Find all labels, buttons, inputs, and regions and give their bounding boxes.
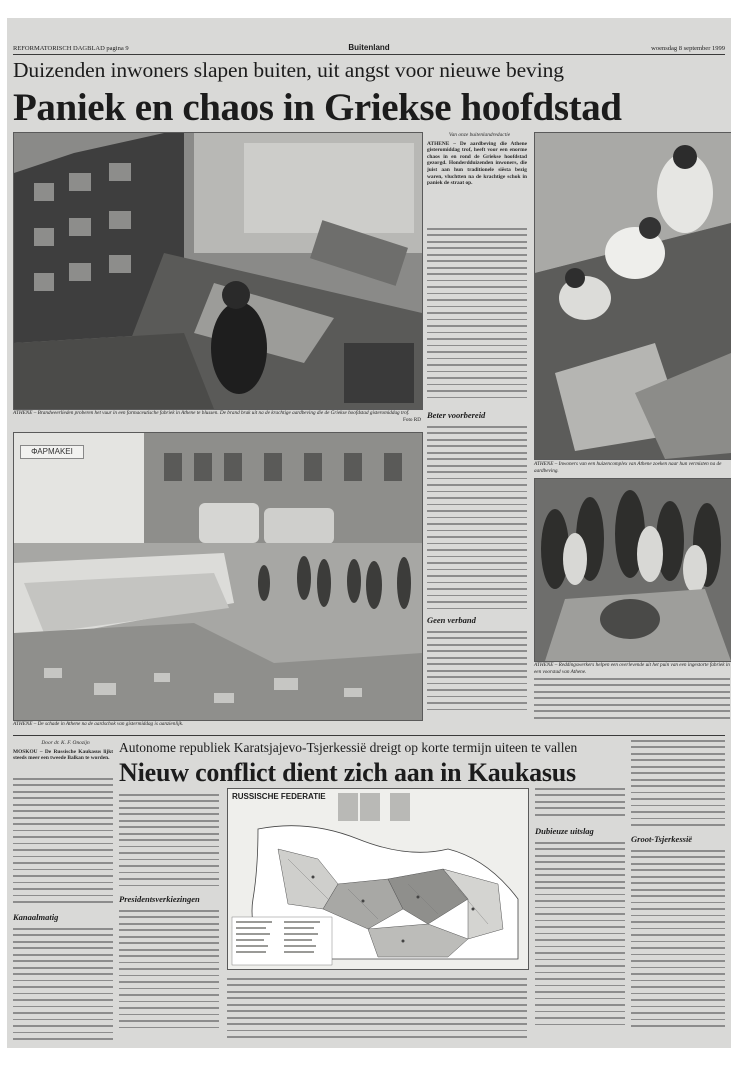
subhead-presidentsverkiezingen: Presidentsverkiezingen — [119, 894, 200, 904]
caucasus-map — [227, 788, 529, 970]
bottom-column-2-text — [119, 794, 219, 891]
map-title: RUSSISCHE FEDERATIE — [232, 792, 326, 801]
issue-date: woensdag 8 september 1999 — [651, 45, 725, 52]
top-column-text-block-2 — [427, 426, 527, 614]
bottom-byline: Door dr. K. F. Onozijn — [41, 740, 90, 746]
top-column-text-block-3 — [427, 631, 527, 715]
bottom-column-5-text — [631, 740, 725, 831]
pharmacy-sign: ΦΑΡΜΑΚΕΙ — [20, 445, 84, 459]
subhead-groot-tsjerkessie: Groot-Tsjerkessië — [631, 834, 693, 844]
caption-photo-1-text: ATHENE – Brandweerlieden proberen het vuur in een farmaceutische fabriek in Athene te blussen. De brand brak uit na de krachtige aardbeving die de Griekse hoofdstad gisteromiddag trof. — [13, 410, 410, 416]
photo-street-damage — [13, 432, 423, 721]
photo-rescue-workers — [534, 478, 731, 662]
top-kicker: Duizenden inwoners slapen buiten, uit angst voor nieuwe beving — [13, 58, 564, 82]
subhead-dubieuze-uitslag: Dubieuze uitslag — [535, 826, 594, 836]
top-bottom-text-block — [534, 678, 730, 723]
top-headline: Paniek en chaos in Griekse hoofdstad — [13, 86, 622, 129]
photo-residents-searching-image — [535, 133, 731, 459]
section-label: Buitenland — [348, 43, 390, 52]
map-underneath-text — [227, 978, 527, 1043]
photo-collapsed-building-image — [14, 133, 422, 409]
caption-photo-4: ATHENE – Reddingswerkers helpen een overlevende uit het puin van een ingestorte fabriek in een voorstad van Athene. — [534, 662, 730, 675]
bottom-column-1-text — [13, 778, 113, 908]
subhead-beter-voorbereid: Beter voorbereid — [427, 410, 486, 420]
photo-rescue-workers-image — [535, 479, 731, 661]
photo-residents-searching — [534, 132, 731, 460]
photo-credit: Foto RD — [402, 416, 421, 423]
top-column-text-block-1 — [427, 228, 527, 403]
bottom-column-2-text-2 — [119, 910, 219, 1033]
caption-photo-3: ATHENE – Inwoners van een huizencomplex van Athene zoeken naar hun vermisten na de aardbeving. — [534, 461, 722, 474]
newspaper-page — [7, 18, 731, 1048]
paper-page-label: REFORMATORISCH DAGBLAD pagina 9 — [13, 45, 129, 52]
bottom-headline: Nieuw conflict dient zich aan in Kaukasus — [119, 758, 576, 787]
bottom-column-4-text-2 — [535, 842, 625, 1030]
caption-photo-1 — [13, 410, 421, 423]
bottom-column-5-text-2 — [631, 850, 725, 1032]
bottom-lead: MOSKOU – De Russische Kaukasus lijkt steeds meer een tweede Balkan te worden. — [13, 748, 113, 762]
photo-collapsed-building — [13, 132, 423, 410]
subhead-geen-verband: Geen verband — [427, 615, 476, 625]
bottom-lead-column — [13, 740, 113, 764]
top-byline: Van onze buitenlandredactie — [448, 132, 511, 138]
caucasus-map-image — [228, 789, 528, 969]
bottom-kicker: Autonome republiek Karatsjajevo-Tsjerkessië dreigt op korte termijn uiteen te vallen — [119, 740, 578, 755]
bottom-column-4-text — [535, 788, 625, 820]
photo-street-damage-image — [14, 433, 422, 720]
section-divider — [13, 735, 725, 736]
top-lead: ATHENE – De aardbeving die Athene gisteromiddag trof, heeft voor een enorme chaos in en rond de Griekse hoofdstad gezorgd. Honderdduizenden inwoners, die juist aan hun traditionele siësta bezig waren, vluchtten na de krachtige schok in paniek de straat op. — [427, 140, 527, 187]
bottom-column-1-text-2 — [13, 928, 113, 1045]
masthead-rule — [13, 54, 725, 55]
subhead-kanaalmatig: Kanaalmatig — [13, 912, 59, 922]
caption-photo-2: ATHENE – De schade in Athene na de aardschok van gistermiddag is aanzienlijk. — [13, 721, 184, 727]
